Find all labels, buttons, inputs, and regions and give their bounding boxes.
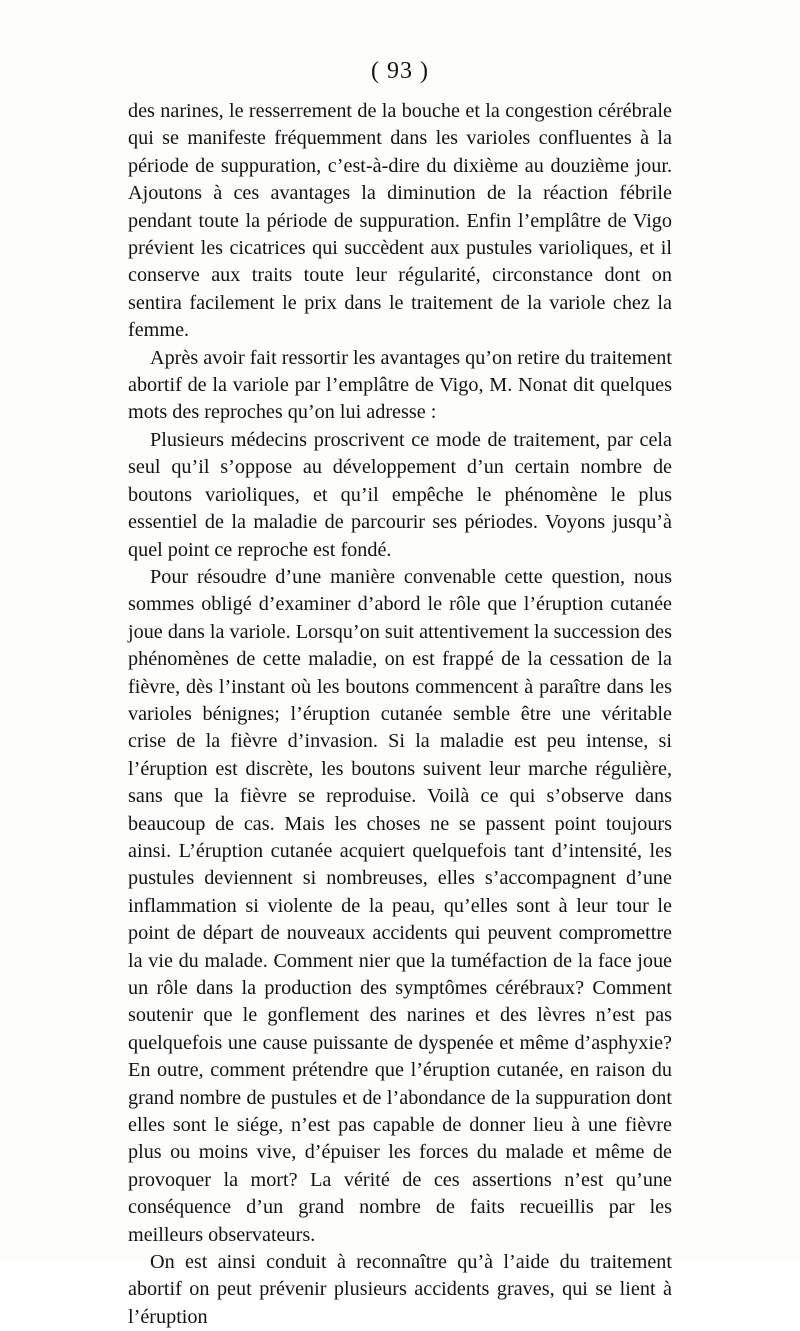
paragraph-continuation: des narines, le resserrement de la bouche et la congestion cérébrale qui se manifeste fréquemment dans les varioles confluentes à la période de suppuration, c’est-à-dire du dixième au douzième jour. Ajoutons à ces avantages la diminution de la réaction fébrile pendant toute la période de suppuration. Enfin l’emplâtre de Vigo prévient les cicatrices qui succèdent aux pustules varioliques, et il conserve aux traits toute leur régularité, circonstance dont on sentira facilement le prix dans le traitement de la variole chez la femme. [128, 100, 672, 342]
paragraph: Après avoir fait ressortir les avantages qu’on retire du traitement abortif de la variole par l’emplâtre de Vigo, M. Nonat dit quelques mots des reproches qu’on lui adresse : [128, 346, 672, 424]
paragraph: Pour résoudre d’une manière convenable cette question, nous sommes obligé d’examiner d’abord le rôle que l’éruption cutanée joue dans la variole. Lorsqu’on suit attentivement la succession des phénomènes de cette maladie, on est frappé de la cessation de la fièvre, dès l’instant où les boutons commencent à paraître dans les varioles bénignes; l’éruption cutanée semble être une véritable crise de la fièvre d’invasion. Si la maladie est peu intense, si l’éruption est discrète, les boutons suivent leur marche régulière, sans que la fièvre se reproduise. Voilà ce qui s’observe dans beaucoup de cas. Mais les choses ne se passent point toujours ainsi. L’éruption cutanée acquiert quelquefois tant d’intensité, les pustules deviennent si nombreuses, elles s’accompagnent d’une inflammation si violente de la peau, qu’elles sont à leur tour le point de départ de nouveaux accidents qui peuvent compromettre la vie du malade. Comment nier que la tuméfaction de la face joue un rôle dans la production des symptômes cérébraux? Comment soutenir que le gonflement des narines et des lèvres n’est pas quelquefois une cause puissante de dyspenée et même d’asphyxie? En outre, comment prétendre que l’éruption cutanée, en raison du grand nombre de pustules et de l’abondance de la suppuration dont elles sont le siége, n’est pas capable de donner lieu à une fièvre plus ou moins vive, d’épuiser les forces du malade et même de provoquer la mort? La vérité de ces assertions n’est qu’une conséquence d’un grand nombre de faits recueillis par les meilleurs observateurs. [128, 565, 672, 1246]
paragraph: On est ainsi conduit à reconnaître qu’à l’aide du traitement abortif on peut prévenir plusieurs accidents graves, qui se lient à l’éruption [128, 1251, 672, 1328]
paragraph: Plusieurs médecins proscrivent ce mode de traitement, par cela seul qu’il s’oppose au développement d’un certain nombre de boutons varioliques, et qu’il empêche le phénomène le plus essentiel de la maladie de parcourir ses périodes. Voyons jusqu’à quel point ce reproche est fondé. [128, 428, 672, 561]
page-number: ( 93 ) [371, 58, 429, 84]
body-text [128, 98, 672, 1331]
